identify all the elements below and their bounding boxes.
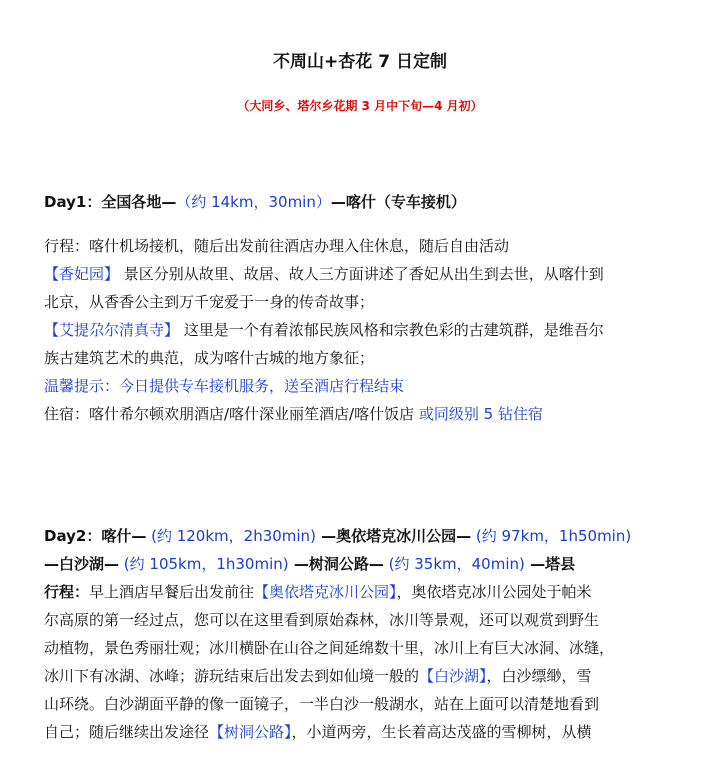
spot-name-id-kah-mosque: 【艾提尕尔清真寺】 bbox=[44, 321, 180, 339]
day2-body-line-3: 动植物，景色秀丽壮观；冰川横卧在山谷之间延绵数十里，冰川上有巨大冰洞、冰缝， bbox=[44, 639, 615, 657]
day2-header-part: —树洞公路— bbox=[288, 555, 384, 573]
day1-spot1-line-2: 北京，从香香公主到万千宠爱于一身的传奇故事； bbox=[44, 293, 375, 311]
day2-header-part: Day2：喀什— bbox=[44, 527, 147, 545]
day2-body-line-5: 山环绕。白沙湖面平静的像一面镜子，一半白沙一般湖水，站在上面可以清楚地看到 bbox=[44, 695, 600, 713]
day2-body-line-6 bbox=[44, 718, 684, 746]
day2-header-line-1 bbox=[44, 522, 684, 550]
day2-header-distance: (约 35km，40min) bbox=[383, 555, 525, 573]
day1-tip: 温馨提示：今日提供专车接机服务，送至酒店行程结束 bbox=[44, 377, 405, 395]
day1-header-part: —喀什（专车接机） bbox=[330, 193, 466, 211]
body-text: 冰川下有冰湖、冰峰；游玩结束后出发去到如仙境一般的 bbox=[44, 667, 420, 685]
day1-spot1-line bbox=[44, 260, 684, 288]
day1-spot2-line-2: 族古建筑艺术的典范，成为喀什古城的地方象征； bbox=[44, 349, 375, 367]
body-text: 早上酒店早餐后出发前往 bbox=[89, 583, 255, 601]
itinerary-label: 行程： bbox=[44, 583, 90, 601]
day1-header-part: Day1：全国各地— bbox=[44, 193, 177, 211]
day1-header-distance: （约 14km，30min） bbox=[176, 193, 331, 211]
day2-body-line-1 bbox=[44, 578, 684, 606]
day2-header-distance: (约 97km，1h50min) bbox=[471, 527, 632, 545]
day1-spot2-line bbox=[44, 316, 684, 344]
day1-section bbox=[44, 188, 684, 216]
day2-header-line-2 bbox=[44, 550, 684, 578]
page-subtitle: （大同乡、塔尔乡花期 3 月中下旬—4 月初） bbox=[237, 99, 483, 113]
day2-header-part: —白沙湖— bbox=[44, 555, 120, 573]
spot-name-tree-hole-road: 【树洞公路】 bbox=[209, 723, 292, 741]
day1-itinerary: 行程：喀什机场接机，随后出发前往酒店办理入住休息，随后自由活动 bbox=[44, 237, 510, 255]
spot-name-white-sand-lake: 【白沙湖】 bbox=[419, 667, 487, 685]
day2-header-distance: (约 120km，2h30min) bbox=[146, 527, 316, 545]
spot-desc: 景区分别从故里、故居、故人三方面讲述了香妃从出生到去世，从喀什到 bbox=[119, 265, 604, 283]
spot-desc: 这里是一个有着浓郁民族风格和宗教色彩的古建筑群，是维吾尔 bbox=[179, 321, 604, 339]
body-text: 自己；随后继续出发途径 bbox=[44, 723, 210, 741]
day2-body-line-4 bbox=[44, 662, 684, 690]
day2-body-line-2: 尔高原的第一经过点，您可以在这里看到原始森林，冰川等景观，还可以观赏到野生 bbox=[44, 611, 600, 629]
spot-name-oytagh-glacier: 【奥依塔克冰川公园】 bbox=[254, 583, 397, 601]
day2-section bbox=[44, 522, 684, 746]
day1-body bbox=[44, 232, 684, 428]
hotel-alt: 或同级别 5 钻住宿 bbox=[418, 405, 543, 423]
day2-header-distance: (约 105km，1h30min) bbox=[119, 555, 289, 573]
spot-name-xiangfei-garden: 【香妃园】 bbox=[44, 265, 120, 283]
page-title: 不周山+杏花 7 日定制 bbox=[273, 52, 447, 72]
hotel-list: 住宿：喀什希尔顿欢朋酒店/喀什深业丽笙酒店/喀什饭店 bbox=[44, 405, 419, 423]
day1-header bbox=[44, 188, 684, 216]
day1-hotel bbox=[44, 400, 684, 428]
body-text: ，奥依塔克冰川公园处于帕米 bbox=[396, 583, 592, 601]
body-text: ，白沙缥缈，雪 bbox=[486, 667, 592, 685]
day2-header-part: —奥依塔克冰川公园— bbox=[315, 527, 472, 545]
body-text: ，小道两旁，生长着高达茂盛的雪柳树，从横 bbox=[291, 723, 592, 741]
day2-header-part: —塔县 bbox=[524, 555, 576, 573]
